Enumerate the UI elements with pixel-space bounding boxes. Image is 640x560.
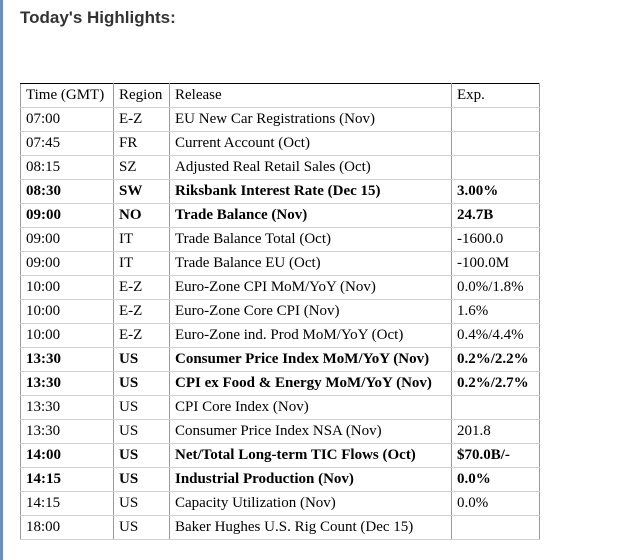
- cell-exp: 3.00%: [452, 180, 540, 204]
- cell-exp: [452, 108, 540, 132]
- cell-release: Net/Total Long-term TIC Flows (Oct): [170, 444, 452, 468]
- economic-calendar-table: [20, 83, 540, 540]
- table-row: [21, 492, 540, 516]
- cell-exp: 0.0%: [452, 492, 540, 516]
- table-row: [21, 396, 540, 420]
- cell-time: 09:00: [21, 252, 114, 276]
- cell-release: Industrial Production (Nov): [170, 468, 452, 492]
- column-header-region: Region: [114, 84, 170, 108]
- cell-exp: 201.8: [452, 420, 540, 444]
- cell-release: Adjusted Real Retail Sales (Oct): [170, 156, 452, 180]
- table-row: [21, 348, 540, 372]
- cell-time: 10:00: [21, 300, 114, 324]
- cell-region: US: [114, 420, 170, 444]
- table-row: [21, 156, 540, 180]
- cell-region: SZ: [114, 156, 170, 180]
- cell-region: US: [114, 468, 170, 492]
- cell-region: US: [114, 444, 170, 468]
- cell-release: Trade Balance EU (Oct): [170, 252, 452, 276]
- table-header-row: [21, 84, 540, 108]
- cell-exp: $70.0B/-: [452, 444, 540, 468]
- cell-region: US: [114, 492, 170, 516]
- cell-time: 14:15: [21, 468, 114, 492]
- cell-time: 13:30: [21, 396, 114, 420]
- cell-release: CPI Core Index (Nov): [170, 396, 452, 420]
- cell-region: SW: [114, 180, 170, 204]
- cell-region: IT: [114, 252, 170, 276]
- cell-region: US: [114, 396, 170, 420]
- cell-release: Consumer Price Index NSA (Nov): [170, 420, 452, 444]
- cell-time: 10:00: [21, 324, 114, 348]
- cell-region: US: [114, 372, 170, 396]
- column-header-exp: Exp.: [452, 84, 540, 108]
- table-row: [21, 420, 540, 444]
- cell-region: E-Z: [114, 276, 170, 300]
- cell-time: 09:00: [21, 228, 114, 252]
- cell-exp: 0.0%: [452, 468, 540, 492]
- cell-time: 13:30: [21, 372, 114, 396]
- left-border: [0, 0, 3, 560]
- cell-time: 07:45: [21, 132, 114, 156]
- cell-exp: 0.2%/2.2%: [452, 348, 540, 372]
- cell-exp: [452, 156, 540, 180]
- table-row: [21, 324, 540, 348]
- cell-time: 14:15: [21, 492, 114, 516]
- cell-release: CPI ex Food & Energy MoM/YoY (Nov): [170, 372, 452, 396]
- cell-exp: [452, 132, 540, 156]
- cell-release: Euro-Zone ind. Prod MoM/YoY (Oct): [170, 324, 452, 348]
- cell-region: NO: [114, 204, 170, 228]
- cell-time: 08:30: [21, 180, 114, 204]
- cell-region: E-Z: [114, 108, 170, 132]
- cell-release: Capacity Utilization (Nov): [170, 492, 452, 516]
- cell-release: Euro-Zone CPI MoM/YoY (Nov): [170, 276, 452, 300]
- cell-region: US: [114, 348, 170, 372]
- cell-release: EU New Car Registrations (Nov): [170, 108, 452, 132]
- cell-exp: [452, 396, 540, 420]
- table-body: [21, 84, 540, 540]
- cell-region: FR: [114, 132, 170, 156]
- cell-exp: -100.0M: [452, 252, 540, 276]
- cell-exp: 0.0%/1.8%: [452, 276, 540, 300]
- cell-region: E-Z: [114, 324, 170, 348]
- cell-release: Trade Balance (Nov): [170, 204, 452, 228]
- cell-time: 13:30: [21, 420, 114, 444]
- cell-exp: 0.4%/4.4%: [452, 324, 540, 348]
- cell-exp: 1.6%: [452, 300, 540, 324]
- cell-exp: 24.7B: [452, 204, 540, 228]
- cell-region: US: [114, 516, 170, 540]
- cell-release: Consumer Price Index MoM/YoY (Nov): [170, 348, 452, 372]
- cell-region: IT: [114, 228, 170, 252]
- table-row: [21, 444, 540, 468]
- table-row: [21, 300, 540, 324]
- cell-region: E-Z: [114, 300, 170, 324]
- cell-release: Current Account (Oct): [170, 132, 452, 156]
- column-header-time: Time (GMT): [21, 84, 114, 108]
- table-row: [21, 204, 540, 228]
- table-row: [21, 132, 540, 156]
- cell-time: 10:00: [21, 276, 114, 300]
- cell-exp: -1600.0: [452, 228, 540, 252]
- cell-time: 18:00: [21, 516, 114, 540]
- cell-time: 09:00: [21, 204, 114, 228]
- table-row: [21, 180, 540, 204]
- page-title: Today's Highlights:: [20, 8, 176, 27]
- cell-release: Riksbank Interest Rate (Dec 15): [170, 180, 452, 204]
- column-header-release: Release: [170, 84, 452, 108]
- table-row: [21, 276, 540, 300]
- table-row: [21, 252, 540, 276]
- cell-exp: 0.2%/2.7%: [452, 372, 540, 396]
- cell-time: 08:15: [21, 156, 114, 180]
- table-row: [21, 108, 540, 132]
- cell-release: Baker Hughes U.S. Rig Count (Dec 15): [170, 516, 452, 540]
- cell-release: Trade Balance Total (Oct): [170, 228, 452, 252]
- cell-release: Euro-Zone Core CPI (Nov): [170, 300, 452, 324]
- cell-exp: [452, 516, 540, 540]
- cell-time: 07:00: [21, 108, 114, 132]
- table-row: [21, 468, 540, 492]
- cell-time: 13:30: [21, 348, 114, 372]
- table-row: [21, 516, 540, 540]
- cell-time: 14:00: [21, 444, 114, 468]
- table-row: [21, 372, 540, 396]
- table-row: [21, 228, 540, 252]
